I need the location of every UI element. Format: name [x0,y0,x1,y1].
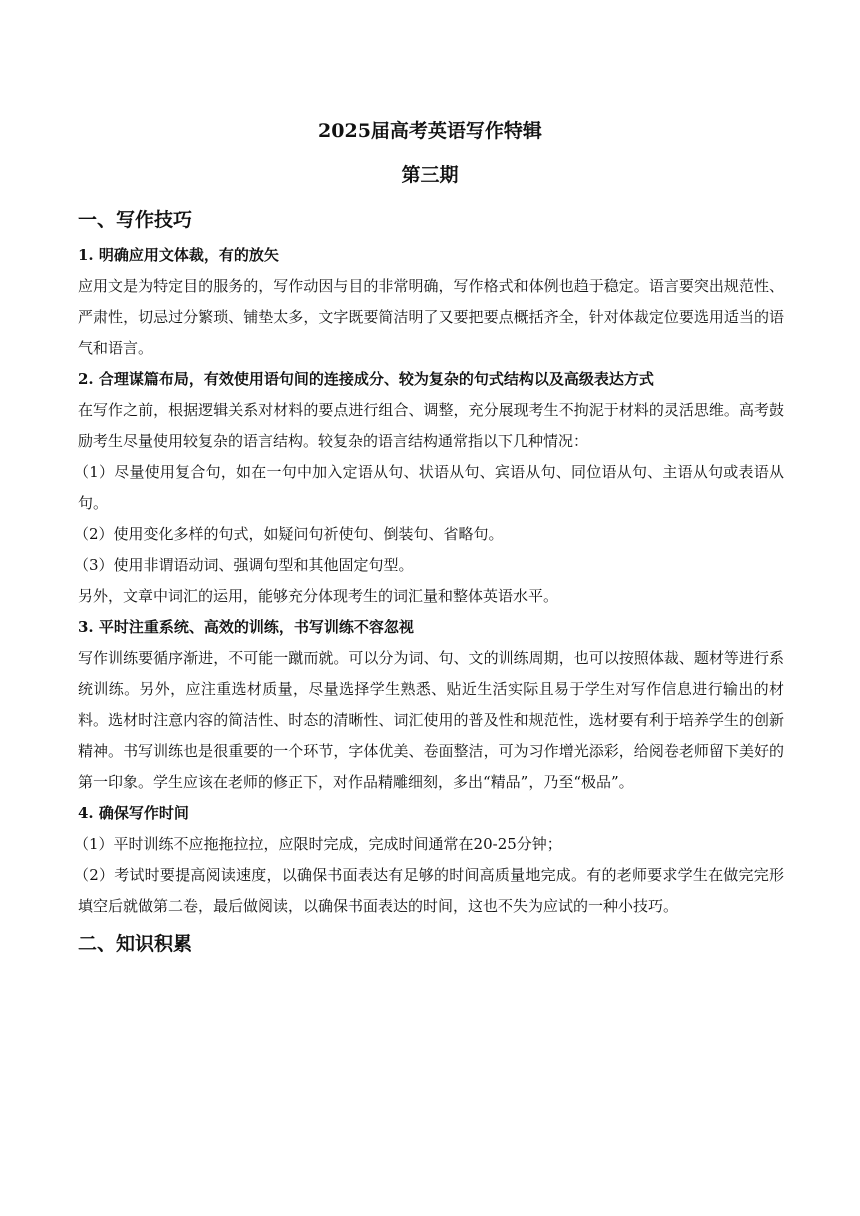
point-heading-2: 2. 合理谋篇布局，有效使用语句间的连接成分、较为复杂的句式结构以及高级表达方式 [78,370,654,388]
paragraph: 在写作之前，根据逻辑关系对材料的要点进行组合、调整，充分展现考生不拘泥于材料的灵活思维。高考鼓励考生尽量使用较复杂的语言结构。较复杂的语言结构通常指以下几种情况： [78,401,784,450]
paragraph: 写作训练要循序渐进，不可能一蹴而就。可以分为词、句、文的训练周期，也可以按照体裁、题材等进行系统训练。另外，应注重选材质量，尽量选择学生熟悉、贴近生活实际且易于学生对写作信息进行输出的材料。选材时注意内容的简洁性、时态的清晰性、词汇使用的普及性和规范性，选材要有利于培养学生的创新精神。书写训练也是很重要的一个环节，字体优美、卷面整洁，可为习作增光添彩，给阅卷老师留下美好的第一印象。学生应该在老师的修正下，对作品精雕细刻，多出“精品”，乃至“极品”。 [78,649,784,791]
document-body [74,200,784,964]
list-item: （3）使用非谓语动词、强调句型和其他固定句型。 [74,556,414,574]
list-item: （1）尽量使用复合句，如在一句中加入定语从句、状语从句、宾语从句、同位语从句、主语从句或表语从句。 [74,463,784,512]
document-subtitle: 第三期 [401,164,459,186]
paragraph: 另外，文章中词汇的运用，能够充分体现考生的词汇量和整体英语水平。 [78,587,559,605]
document-title: 2025届高考英语写作特辑 [318,120,542,142]
list-item: （2）使用变化多样的句式，如疑问句祈使句、倒装句、省略句。 [74,525,504,543]
paragraph: 应用文是为特定目的服务的，写作动因与目的非常明确，写作格式和体例也趋于稳定。语言要突出规范性、严肃性，切忌过分繁琐、铺垫太多，文字既要简洁明了又要把要点概括齐全，针对体裁定位要选用适当的语气和语言。 [78,277,784,357]
section-heading-knowledge: 二、知识积累 [78,933,193,955]
point-heading-4: 4. 确保写作时间 [78,804,189,822]
point-heading-1: 1. 明确应用文体裁，有的放矢 [78,246,279,264]
section-heading-writing-skills: 一、写作技巧 [78,209,193,231]
list-item: （1）平时训练不应拖拖拉拉，应限时完成，完成时间通常在20-25分钟； [74,835,562,853]
list-item: （2）考试时要提高阅读速度，以确保书面表达有足够的时间高质量地完成。有的老师要求学生在做完完形填空后就做第二卷，最后做阅读，以确保书面表达的时间，这也不失为应试的一种小技巧。 [74,866,784,915]
point-heading-3: 3. 平时注重系统、高效的训练，书写训练不容忽视 [78,618,414,636]
